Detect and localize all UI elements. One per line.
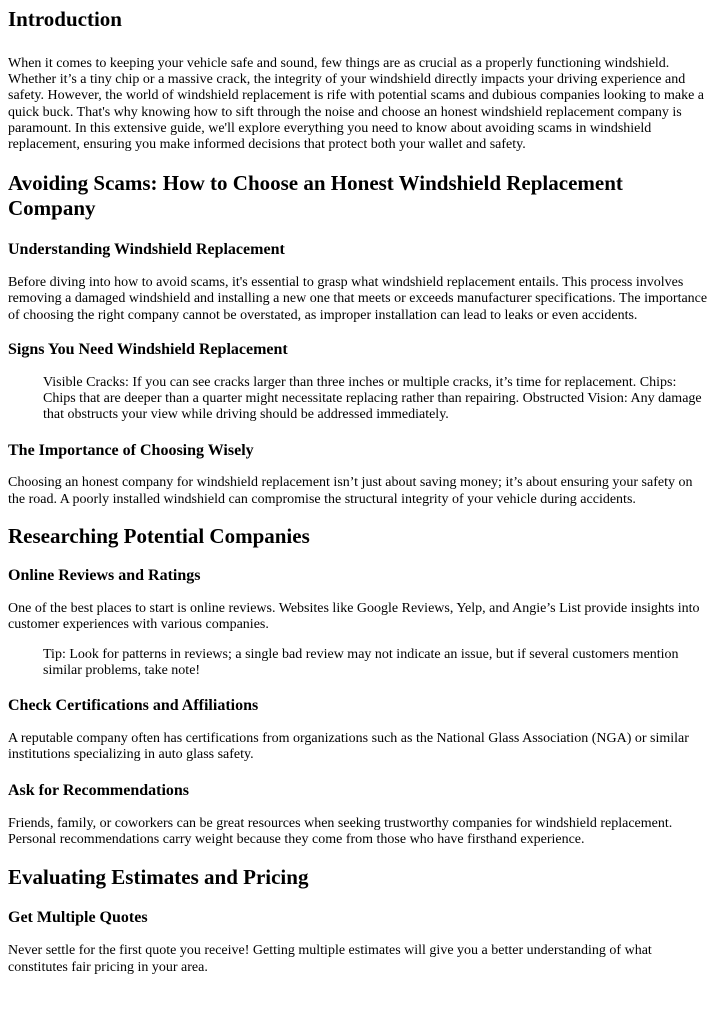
reviews-paragraph: One of the best places to start is online reviews. Websites like Google Reviews, Yelp, and Angie’s List provide insights into customer experiences with various companies.: [8, 600, 700, 633]
certifications-paragraph: A reputable company often has certifications from organizations such as the National Glass Association (NGA) or similar institutions specializing in auto glass safety.: [8, 730, 689, 762]
intro-paragraph: When it comes to keeping your vehicle safe and sound, few things are as crucial as a properly functioning windshield. Whether it’s a tiny chip or a massive crack, the integrity of your windshield directly impacts your driving experience and safety. However, the world of windshield replacement is rife with potential scams and dubious companies looking to make a quick buck. That's why knowing how to sift through the noise and choose an honest windshield replacement company is paramount. In this extensive guide, we'll explore everything you need to know about avoiding scams in windshield replacement, ensuring you make informed decisions that protect both your wallet and safety.: [8, 56, 705, 153]
importance-heading: The Importance of Choosing Wisely: [8, 442, 254, 460]
avoiding-scams-heading: Avoiding Scams: How to Choose an Honest Windshield Replacement Company: [8, 171, 623, 221]
quotes-paragraph: Never settle for the first quote you receive! Getting multiple estimates will give you a better understanding of what constitutes fair pricing in your area.: [8, 943, 652, 975]
article: [0, 7, 720, 976]
signs-quote: Visible Cracks: If you can see cracks larger than three inches or multiple cracks, it’s time for replacement. Chips: Chips that are deeper than a quarter might necessitate replacing rather than repairing. Obstructed Vision: Any damage that obstructs your view while driving should be addressed immediately.: [43, 374, 702, 423]
intro-heading: Introduction: [8, 7, 122, 31]
recommendations-paragraph: Friends, family, or coworkers can be great resources when seeking trustworthy companies for windshield replacement. Personal recommendations carry weight because they come from those who have firsthand experience.: [8, 816, 673, 848]
understanding-heading: Understanding Windshield Replacement: [8, 241, 285, 259]
understanding-paragraph: Before diving into how to avoid scams, it's essential to grasp what windshield replacement entails. This process involves removing a damaged windshield and installing a new one that meets or exceeds manufacturer specifications. The importance of choosing the right company cannot be overstated, as improper installation can lead to leaks or even accidents.: [8, 275, 708, 323]
importance-paragraph: Choosing an honest company for windshield replacement isn’t just about saving money; it’s about ensuring your safety on the road. A poorly installed windshield can compromise the structural integrity of your vehicle during accidents.: [8, 475, 693, 507]
evaluating-heading: Evaluating Estimates and Pricing: [8, 865, 309, 890]
recommendations-heading: Ask for Recommendations: [8, 782, 190, 800]
reviews-tip: Tip: Look for patterns in reviews; a single bad review may not indicate an issue, but if several customers mention similar problems, take note!: [43, 647, 679, 679]
certifications-heading: Check Certifications and Affiliations: [8, 696, 259, 714]
reviews-heading: Online Reviews and Ratings: [8, 566, 201, 584]
researching-heading: Researching Potential Companies: [8, 523, 310, 548]
quotes-heading: Get Multiple Quotes: [8, 909, 148, 927]
signs-heading: Signs You Need Windshield Replacement: [8, 340, 288, 358]
